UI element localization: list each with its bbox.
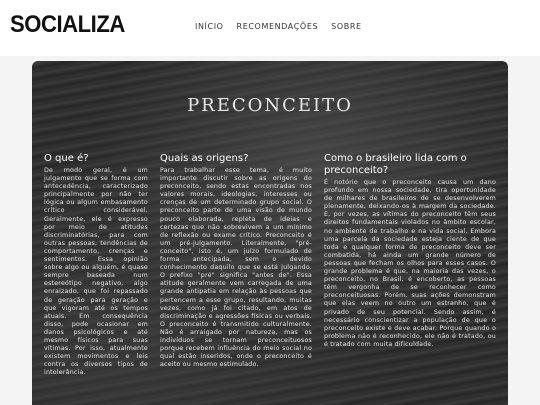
hero-section xyxy=(32,61,508,405)
nav-link-recomendacoes[interactable]: RECOMENDAÇÕES xyxy=(236,22,319,31)
column-heading: Como o brasileiro lida com o preconceito? xyxy=(324,153,467,176)
column-origens xyxy=(160,153,312,369)
column-heading: Quais as origens? xyxy=(160,153,249,164)
column-o-que-e xyxy=(44,153,148,377)
top-bar xyxy=(0,0,540,56)
main-nav xyxy=(195,22,362,31)
page-title: PRECONCEITO xyxy=(187,95,353,116)
nav-link-inicio[interactable]: INÍCIO xyxy=(195,22,224,31)
nav-link-sobre[interactable]: SOBRE xyxy=(331,22,362,31)
column-text: É notório que o preconceito causa um dano profundo em nossa sociedade, tira oportunidade de milhares de brasileiros de se desenvolverem plenamente, deixando-os à margem da sociedade. E, por vezes, as vítimas do preconceito têm seus direitos fundamentais violados no âmbito escolar, no ambiente de trabalho e na vida social. Embora uma parcela da sociedade esteja ciente de que toda e qualquer forma de preconceito deve ser combatida, há ainda um grande número de pessoas que fecham os olhos para esses casos. O grande problema é que, na maioria das vezes, o preconceito, no Brasil, é encoberto, as pessoas têm vergonha de se reconhecer como preconceituosas. Porém, suas ações demonstram que elas veem no outro um estranho, que é privado de seu potencial. Sendo assim, é necessário conscientizar a população de que o preconceito existe e deve acabar. Porque quando o problema não é reconhecido, ele não é tratado, ou é tratado com muita dificuldade. xyxy=(324,179,496,348)
column-brasileiro xyxy=(324,153,496,349)
column-text: Para trabalhar esse tema, é muito importante discutir sobre as origens do preconceito, sendo estas encontradas nos valores morais, ideologias, interesses ou crenças de um determinado grupo social. O preconceito parte de uma visão de mundo pouco elaborada, repleta de ideias e certezas que não sobrevivem a um mínimo de reflexão ou exame crítico. Preconceito é um pré-julgamento. Literalmente, "pré-conceito", isto é, um juízo formulado de forma antecipada, sem o devido conhecimento daquilo que se está julgando. O prefixo "pré" significa "antes de". Essa atitude geralmente vem carregada de uma grande antipatia em relação às pessoas que pertencem a esse grupo, resultando, muitas vezes, como já foi citado, em atos de discriminação e agressões físicas ou verbais. O preconceito é transmitido culturalmente. Não é arraigado por natureza, mas os indivíduos se tornam preconceituosos porque recebem influência do meio social no qual estão inseridos, onde o preconceito é aceito ou mesmo estimulado. xyxy=(160,167,312,369)
site-logo[interactable]: SOCIALIZA xyxy=(10,11,125,38)
column-text: De modo geral, é um julgamento que se forma com antecedência, caracterizado principalmente por não ter lógica ou algum embasamento crítico considerável. Geralmente, ele é expresso por meio de atitudes discriminatórias, para com outras pessoas, tendências de comportamento, crenças e sentimentos. Essa opinião sobre algo ou alguém, é quase sempre baseada num estereótipo negativo, algo enraizado, que foi repassado de geração para geração e que vigoram até os tempos atuais. Em consequência disso, pode ocasionar em danos psicológicos e até mesmo físicos para suas vítimas. Por isso, atualmente existem movimentos e leis contra os diversos tipos de intolerância. xyxy=(44,167,148,377)
column-heading: O que é? xyxy=(44,153,89,164)
